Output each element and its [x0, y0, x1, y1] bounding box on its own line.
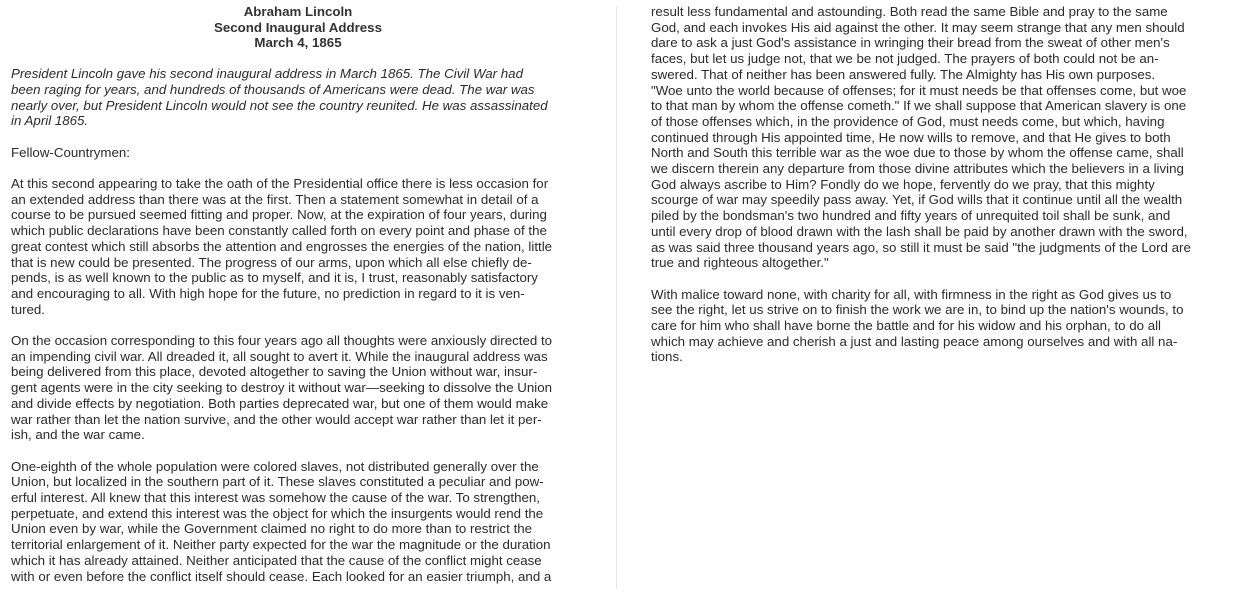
closing-paragraph: With malice toward none, with charity for all, with firmness in the right as God gives us to see the right, let us strive on to finish the work we are in, to bind up the nation's wounds, to care for him who shall have borne the battle and for his widow and his orphan, to do all which may achieve and cherish a just and lasting peace among ourselves and with all na- tions. [651, 286, 1184, 365]
body-paragraph: On the occasion corresponding to this four years ago all thoughts were anxiously directed to an impending civil war. All dreaded it, all sought to avert it. While the inaugural address was being delivered from this place, devoted altogether to saving the Union without war, insur- gent agents were in the city seeking to destroy it without war—seeking to dissolve the Union and divide effects by negotiation. Both parties deprecated war, but one of them would make war rather than let the nation survive, and the other would accept war rather than let it per- ish, and the war came. [11, 333, 553, 443]
body-paragraph: result less fundamental and astounding. Both read the same Bible and pray to the same God, and each invokes His aid against the other. It may seem strange that any men should dare to ask a just God's assistance in wringing their bread from the sweat of other men's faces, but let us judge not, that we be not judged. The prayers of both could not be an- swered. That of neither has been answered fully. The Almighty has His own purposes. "Woe unto the world because of offenses; for it must needs be that offenses come, but woe to that man by whom the offense cometh." If we shall suppose that American slavery is one of those offenses which, in the providence of God, must needs come, but which, having continued through His appointed time, He now wills to remove, and that He gives to both North and South this terrible war as the woe due to those by whom the offense came, shall we discern therein any departure from those divine attributes which the believers in a living God always ascribe to Him? Fondly do we hope, fervently do we pray, that this mighty scourge of war may speedily pass away. Yet, if God wills that it continue until all the wealth piled by the bondsman's two hundred and fifty years of unrequited toil shall be sunk, and until every drop of blood drawn with the lash shall be paid by another drawn with the sword, as was said three thousand years ago, so still it must be said "the judgments of the Lord are true and righteous altogether." [651, 4, 1191, 271]
document-title: Second Inaugural Address [214, 19, 382, 35]
salutation: Fellow-Countrymen: [11, 144, 130, 160]
column-divider [616, 6, 617, 589]
right-column [651, 4, 1223, 593]
body-paragraph: One-eighth of the whole population were colored slaves, not distributed generally over the Union, but localized in the southern part of it. These slaves constituted a peculiar and pow- erful interest. All knew that this interest was somehow the cause of the war. To strengthen, perpetuate, and extend this interest was the object for which the insurgents would rend the Union even by war, while the Government claimed no right to do more than to restrict the territorial enlargement of it. Neither party expected for the war the magnitude or the duration which it has already attained. Neither anticipated that the cause of the conflict might cease with or even before the conflict itself should cease. Each looked for an easier triumph, and a [11, 458, 552, 584]
document-header [11, 4, 585, 51]
document-date: March 4, 1865 [254, 35, 342, 51]
author-name: Abraham Lincoln [243, 4, 353, 19]
intro-paragraph: President Lincoln gave his second inaugural address in March 1865. The Civil War had been raging for years, and hundreds of thousands of Americans were dead. The war was nearly over, but President Lincoln would not see the country reunited. He was assassinated in April 1865. [11, 66, 548, 129]
body-paragraph: At this second appearing to take the oath of the Presidential office there is less occasion for an extended address than there was at the first. Then a statement somewhat in detail of a course to be pursued seemed fitting and proper. Now, at the expiration of four years, during which public declarations have been constantly called forth on every point and phase of the great contest which still absorbs the attention and engrosses the energies of the nation, little that is new could be presented. The progress of our arms, upon which all else chiefly de- pends, is as well known to the public as to myself, and it is, I trust, reasonably satisfactory and encouraging to all. With high hope for the future, no prediction in regard to it is ven- tured. [11, 176, 553, 317]
left-column [11, 4, 585, 593]
